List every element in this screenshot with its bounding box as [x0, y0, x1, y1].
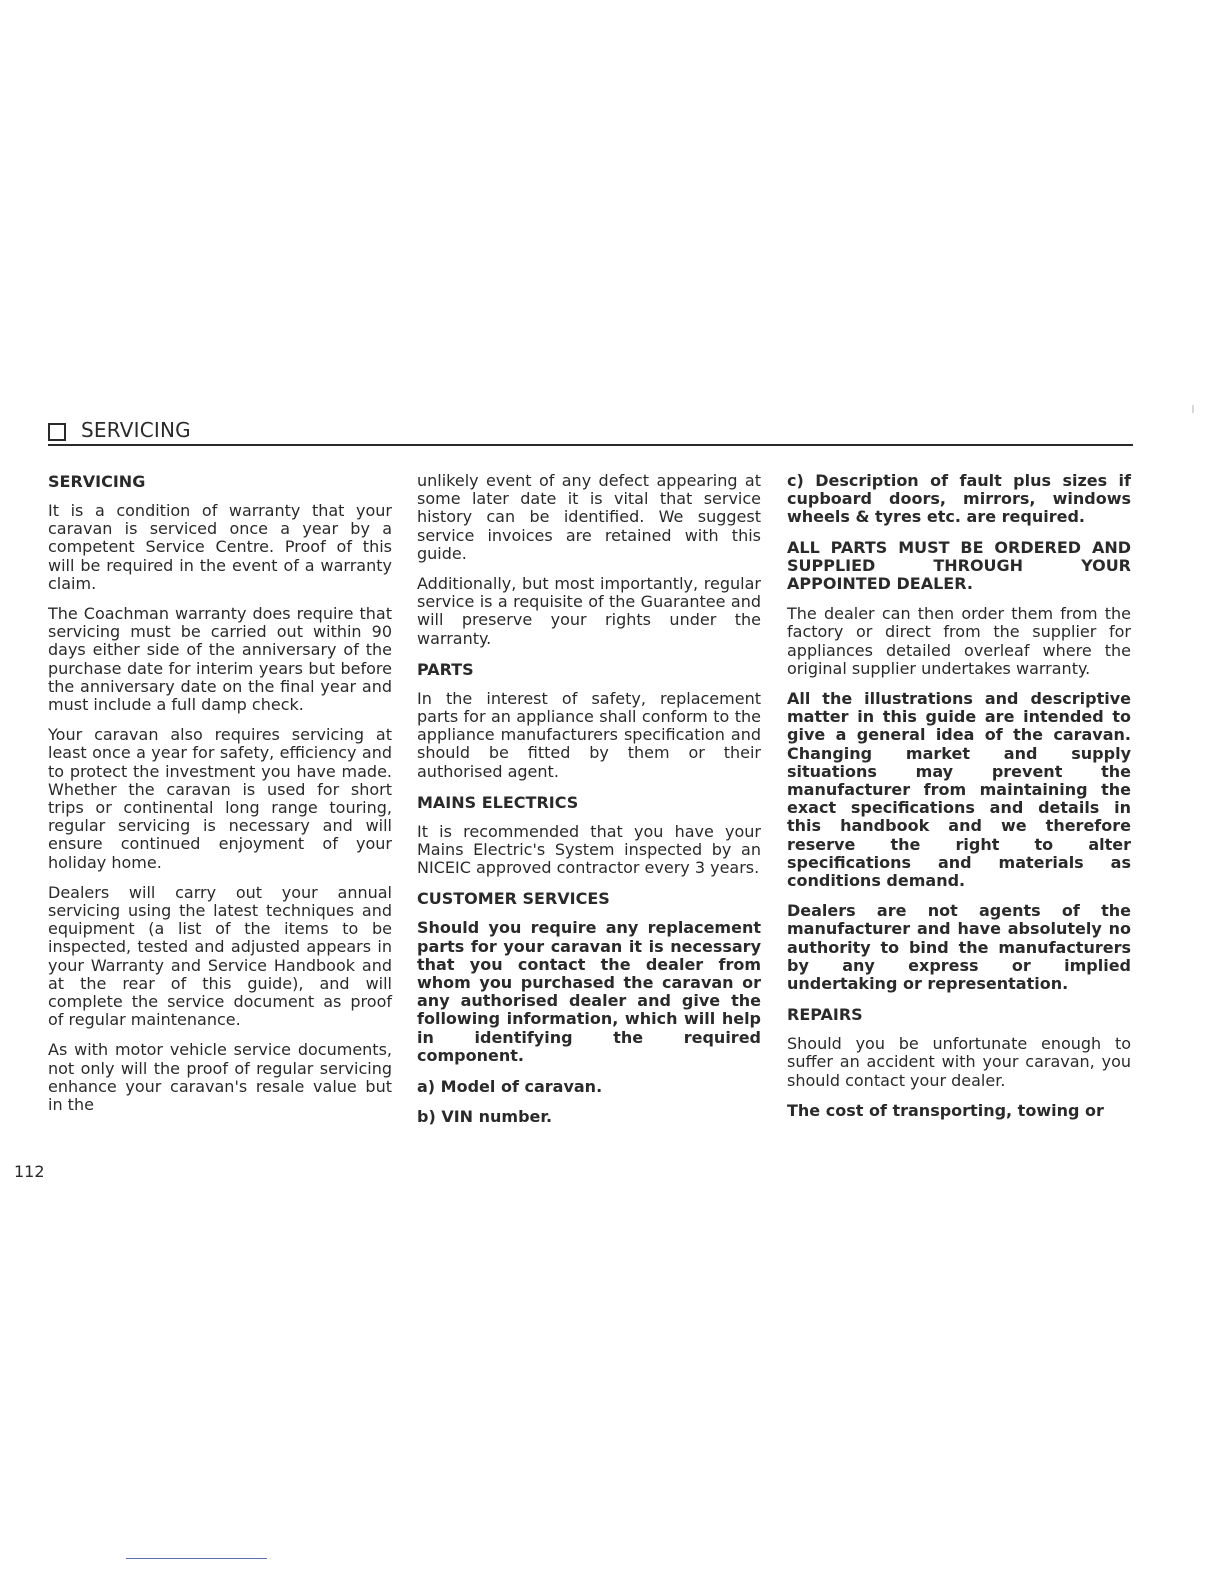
checkbox-square-icon — [48, 423, 66, 441]
column-2 — [417, 472, 761, 1137]
list-item-vin: b) VIN number. — [417, 1107, 553, 1127]
repairs-paragraph: Should you be unfortunate enough to suffer an accident with your caravan, you should contact your dealer. — [787, 1034, 1131, 1090]
parts-paragraph: In the interest of safety, replacement parts for an appliance shall conform to the appliance manufacturers specification and should be fitted by them or their authorised agent. — [417, 688, 761, 781]
section-header — [48, 418, 1133, 446]
dealers-not-agents: Dealers are not agents of the manufacturer and have absolutely no authority to bind the manufacturers by any express or implied undertaking or representation. — [787, 901, 1131, 994]
servicing-paragraph-2: The Coachman warranty does require that servicing must be carried out within 90 days either side of the anniversary of the purchase date for interim years but before the anniversary date on the final year and must include a full damp check. — [48, 604, 392, 715]
scan-mark — [1192, 405, 1194, 413]
all-parts-notice: ALL PARTS MUST BE ORDERED AND SUPPLIED THROUGH YOUR APPOINTED DEALER. — [787, 537, 1131, 594]
section-title: SERVICING — [81, 418, 191, 442]
transport-cost-paragraph: The cost of transporting, towing or — [787, 1100, 1104, 1120]
page-number: 112 — [14, 1162, 45, 1181]
illustrations-disclaimer: All the illustrations and descriptive matter in this guide are intended to give a general idea of the caravan. Changing market and supply situations may prevent the manufacturer from maintaining the exact specifications and details in this handbook and we therefore reserve the right to alter specifications and materials as conditions demand. — [787, 689, 1131, 891]
column-3 — [787, 472, 1131, 1132]
servicing-paragraph-3: Your caravan also requires servicing at least once a year for safety, efficiency and to protect the investment you have made. Whether the caravan is used for short trips or continental long range touring, regular servicing is necessary and will ensure continued enjoyment of your holiday home. — [48, 725, 392, 872]
dealer-paragraph: The dealer can then order them from the factory or direct from the supplier for appliances detailed overleaf where the original supplier undertakes warranty. — [787, 604, 1131, 678]
customer-services-paragraph: Should you require any replacement parts for your caravan it is necessary that you contact the dealer from whom you purchased the caravan or any authorised dealer and give the following information, which will help in identifying the required component. — [417, 918, 761, 1065]
column-1 — [48, 472, 392, 1126]
guarantee-paragraph: Additionally, but most importantly, regular service is a requisite of the Guarantee and will preserve your rights under the warranty. — [417, 574, 761, 648]
bottom-rule — [126, 1558, 267, 1559]
mains-electrics-heading: MAINS ELECTRICS — [417, 792, 579, 812]
servicing-paragraph-5: As with motor vehicle service documents, not only will the proof of regular servicing enhance your caravan's resale value but in the — [48, 1040, 392, 1115]
servicing-continued-paragraph: unlikely event of any defect appearing at some later date it is vital that service history can be identified. We suggest service invoices are retained with this guide. — [417, 471, 761, 563]
mains-electrics-paragraph: It is recommended that you have your Mains Electric's System inspected by an NICEIC approved contractor every 3 years. — [417, 821, 761, 878]
parts-heading: PARTS — [417, 659, 474, 679]
servicing-paragraph-1: It is a condition of warranty that your caravan is serviced once a year by a competent Service Centre. Proof of this will be required in the event of a warranty claim. — [48, 501, 392, 593]
repairs-heading: REPAIRS — [787, 1005, 863, 1025]
list-item-model: a) Model of caravan. — [417, 1077, 603, 1097]
list-item-description: c) Description of fault plus sizes if cupboard doors, mirrors, windows wheels & tyres etc. are required. — [787, 471, 1131, 527]
customer-services-heading: CUSTOMER SERVICES — [417, 889, 610, 909]
servicing-heading: SERVICING — [48, 472, 146, 491]
servicing-paragraph-4: Dealers will carry out your annual servicing using the latest techniques and equipment (a list of the items to be inspected, tested and adjusted appears in your Warranty and Service Handbook and at the rear of this guide), and will complete the service document as proof of regular maintenance. — [48, 882, 392, 1030]
